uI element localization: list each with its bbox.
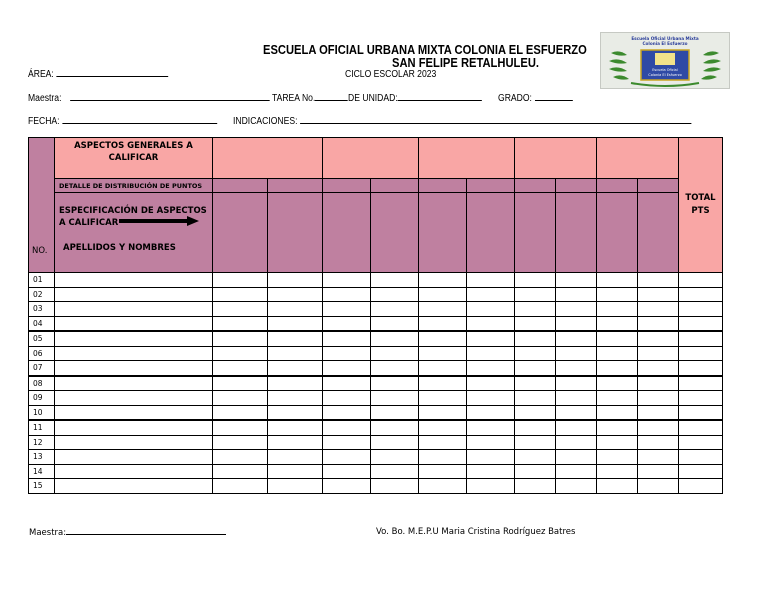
score-cell[interactable] (467, 450, 515, 465)
svg-text:Escuela Oficial Urbana Mixta: Escuela Oficial Urbana Mixta (631, 36, 699, 41)
aspect-cell-4 (515, 138, 597, 179)
row-number: 03 (29, 302, 55, 317)
score-cell[interactable] (323, 405, 371, 420)
score-cell[interactable] (467, 346, 515, 361)
aspect-cell-2 (323, 138, 419, 179)
score-cell[interactable] (638, 287, 679, 302)
spec-cell (638, 193, 679, 273)
grado-line (535, 92, 573, 101)
row-number: 13 (29, 450, 55, 465)
spec-cell (371, 193, 419, 273)
score-cell[interactable] (597, 287, 638, 302)
score-cell[interactable] (556, 405, 597, 420)
grado-field (498, 92, 573, 104)
score-cell[interactable] (467, 273, 515, 288)
score-cell[interactable] (323, 331, 371, 346)
no-header-cell (29, 138, 55, 273)
student-name-cell[interactable] (55, 391, 213, 406)
table-row (29, 405, 723, 420)
points-cell (213, 179, 268, 193)
especificacion-header: ESPECIFICACIÓN DE ASPECTOS A CALIFICAR (59, 206, 207, 228)
score-cell[interactable] (515, 420, 556, 435)
student-name-cell[interactable] (55, 273, 213, 288)
score-cell[interactable] (597, 376, 638, 391)
spec-cell (213, 193, 268, 273)
score-cell[interactable] (597, 405, 638, 420)
score-cell[interactable] (515, 346, 556, 361)
score-cell[interactable] (419, 376, 467, 391)
score-cell[interactable] (556, 479, 597, 494)
total-header: TOTAL PTS (685, 193, 716, 216)
apellidos-header: APELLIDOS Y NOMBRES (63, 243, 176, 253)
total-cell[interactable] (679, 302, 723, 317)
score-cell[interactable] (371, 479, 419, 494)
table-row (29, 316, 723, 331)
score-cell[interactable] (323, 435, 371, 450)
score-cell[interactable] (638, 302, 679, 317)
score-cell[interactable] (323, 302, 371, 317)
total-cell[interactable] (679, 435, 723, 450)
score-cell[interactable] (371, 346, 419, 361)
score-cell[interactable] (323, 376, 371, 391)
total-cell[interactable] (679, 405, 723, 420)
student-name-cell[interactable] (55, 479, 213, 494)
score-cell[interactable] (419, 420, 467, 435)
score-cell[interactable] (556, 346, 597, 361)
score-cell[interactable] (597, 420, 638, 435)
score-cell[interactable] (638, 450, 679, 465)
score-cell[interactable] (467, 302, 515, 317)
score-cell[interactable] (597, 331, 638, 346)
grading-table (28, 137, 723, 494)
score-cell[interactable] (323, 464, 371, 479)
table-row (29, 479, 723, 494)
score-cell[interactable] (638, 376, 679, 391)
score-cell[interactable] (515, 405, 556, 420)
score-cell[interactable] (556, 450, 597, 465)
score-cell[interactable] (371, 361, 419, 376)
area-field (28, 68, 168, 80)
score-cell[interactable] (515, 361, 556, 376)
total-cell[interactable] (679, 346, 723, 361)
score-cell[interactable] (419, 464, 467, 479)
student-name-cell[interactable] (55, 450, 213, 465)
score-cell[interactable] (323, 450, 371, 465)
score-cell[interactable] (638, 316, 679, 331)
student-name-cell[interactable] (55, 331, 213, 346)
maestra-field (28, 92, 270, 104)
score-cell[interactable] (268, 391, 323, 406)
total-cell[interactable] (679, 420, 723, 435)
score-cell[interactable] (597, 346, 638, 361)
maestra-line (70, 92, 270, 101)
table-row (29, 287, 723, 302)
aspect-cell-3 (419, 138, 515, 179)
score-cell[interactable] (419, 391, 467, 406)
score-cell[interactable] (467, 405, 515, 420)
total-cell[interactable] (679, 376, 723, 391)
score-cell[interactable] (467, 376, 515, 391)
spec-cell (323, 193, 371, 273)
table-row (29, 391, 723, 406)
score-cell[interactable] (556, 331, 597, 346)
total-cell[interactable] (679, 450, 723, 465)
school-location: SAN FELIPE RETALHULEU. (392, 55, 540, 70)
indicaciones-label: INDICACIONES: (233, 116, 298, 127)
score-cell[interactable] (268, 479, 323, 494)
score-cell[interactable] (268, 435, 323, 450)
score-cell[interactable] (556, 376, 597, 391)
score-cell[interactable] (213, 316, 268, 331)
fecha-field (28, 115, 217, 127)
score-cell[interactable] (371, 405, 419, 420)
student-name-cell[interactable] (55, 346, 213, 361)
total-cell[interactable] (679, 287, 723, 302)
score-cell[interactable] (268, 405, 323, 420)
score-cell[interactable] (597, 450, 638, 465)
score-cell[interactable] (638, 331, 679, 346)
score-cell[interactable] (597, 435, 638, 450)
score-cell[interactable] (638, 405, 679, 420)
total-cell[interactable] (679, 479, 723, 494)
student-name-cell[interactable] (55, 405, 213, 420)
score-cell[interactable] (371, 376, 419, 391)
score-cell[interactable] (213, 331, 268, 346)
score-cell[interactable] (268, 346, 323, 361)
score-cell[interactable] (597, 464, 638, 479)
total-cell[interactable] (679, 331, 723, 346)
row-number: 01 (29, 273, 55, 288)
unidad-line (398, 92, 482, 101)
points-cell (268, 179, 323, 193)
spec-cell (556, 193, 597, 273)
score-cell[interactable] (419, 346, 467, 361)
score-cell[interactable] (556, 287, 597, 302)
score-cell[interactable] (323, 287, 371, 302)
score-cell[interactable] (515, 435, 556, 450)
score-cell[interactable] (323, 391, 371, 406)
student-name-cell[interactable] (55, 316, 213, 331)
logo-graphic (601, 33, 729, 88)
table-row (29, 331, 723, 346)
score-cell[interactable] (371, 316, 419, 331)
unidad-label: DE UNIDAD: (348, 93, 398, 104)
student-name-cell[interactable] (55, 464, 213, 479)
score-cell[interactable] (419, 331, 467, 346)
score-cell[interactable] (597, 316, 638, 331)
score-cell[interactable] (371, 273, 419, 288)
indicaciones-field (233, 115, 691, 127)
student-name-cell[interactable] (55, 420, 213, 435)
score-cell[interactable] (638, 479, 679, 494)
score-cell[interactable] (556, 361, 597, 376)
svg-text:Escuela Oficial: Escuela Oficial (652, 68, 678, 72)
area-label: ÁREA: (28, 69, 54, 80)
spec-cell (597, 193, 638, 273)
tarea-line (315, 92, 348, 101)
table-row (29, 346, 723, 361)
score-cell[interactable] (467, 391, 515, 406)
score-cell[interactable] (467, 331, 515, 346)
detalle-header-cell (55, 179, 213, 193)
tarea-field (272, 92, 482, 104)
score-cell[interactable] (323, 273, 371, 288)
score-cell[interactable] (213, 450, 268, 465)
footer-maestra-label: Maestra: (29, 528, 67, 538)
score-cell[interactable] (268, 273, 323, 288)
svg-text:Colonia El Esfuerzo: Colonia El Esfuerzo (642, 41, 688, 46)
score-cell[interactable] (556, 420, 597, 435)
score-cell[interactable] (323, 479, 371, 494)
tarea-label: TAREA No. (272, 93, 316, 104)
fecha-label: FECHA: (28, 116, 60, 127)
score-cell[interactable] (213, 405, 268, 420)
score-cell[interactable] (556, 464, 597, 479)
score-cell[interactable] (371, 435, 419, 450)
score-cell[interactable] (556, 302, 597, 317)
score-cell[interactable] (556, 316, 597, 331)
score-cell[interactable] (638, 435, 679, 450)
total-cell[interactable] (679, 273, 723, 288)
score-cell[interactable] (268, 302, 323, 317)
table-row (29, 273, 723, 288)
spec-cell (515, 193, 556, 273)
score-cell[interactable] (268, 316, 323, 331)
score-cell[interactable] (371, 420, 419, 435)
score-cell[interactable] (213, 479, 268, 494)
row-number: 11 (29, 420, 55, 435)
school-cycle: CICLO ESCOLAR 2023 (345, 69, 437, 80)
score-cell[interactable] (213, 287, 268, 302)
score-cell[interactable] (597, 391, 638, 406)
score-cell[interactable] (597, 361, 638, 376)
score-cell[interactable] (268, 450, 323, 465)
score-cell[interactable] (556, 435, 597, 450)
score-cell[interactable] (371, 331, 419, 346)
points-cell (638, 179, 679, 193)
school-name: ESCUELA OFICIAL URBANA MIXTA COLONIA EL ESFUERZO (263, 42, 587, 57)
score-cell[interactable] (515, 287, 556, 302)
score-cell[interactable] (213, 391, 268, 406)
detalle-header: DETALLE DE DISTRIBUCIÓN DE PUNTOS (59, 181, 203, 190)
student-name-cell[interactable] (55, 302, 213, 317)
score-cell[interactable] (213, 435, 268, 450)
indicaciones-line (300, 115, 691, 124)
points-cell (323, 179, 371, 193)
score-cell[interactable] (515, 273, 556, 288)
table-row (29, 376, 723, 391)
score-cell[interactable] (371, 287, 419, 302)
row-number: 15 (29, 479, 55, 494)
arrow-right-icon (119, 216, 199, 226)
grado-label: GRADO: (498, 93, 532, 104)
score-cell[interactable] (213, 464, 268, 479)
score-cell[interactable] (467, 316, 515, 331)
score-cell[interactable] (597, 273, 638, 288)
score-cell[interactable] (268, 287, 323, 302)
score-cell[interactable] (268, 420, 323, 435)
total-cell[interactable] (679, 391, 723, 406)
score-cell[interactable] (556, 391, 597, 406)
row-number: 10 (29, 405, 55, 420)
points-cell (467, 179, 515, 193)
score-cell[interactable] (371, 302, 419, 317)
score-cell[interactable] (467, 464, 515, 479)
score-cell[interactable] (213, 361, 268, 376)
row-number: 04 (29, 316, 55, 331)
table-row (29, 435, 723, 450)
footer-maestra (29, 526, 226, 538)
score-cell[interactable] (213, 376, 268, 391)
total-cell[interactable] (679, 464, 723, 479)
student-name-cell[interactable] (55, 287, 213, 302)
row-number: 06 (29, 346, 55, 361)
footer-maestra-line (66, 526, 226, 535)
school-logo (600, 32, 730, 89)
total-cell[interactable] (679, 316, 723, 331)
score-cell[interactable] (638, 464, 679, 479)
score-cell[interactable] (213, 346, 268, 361)
table-row (29, 420, 723, 435)
score-cell[interactable] (419, 287, 467, 302)
score-cell[interactable] (638, 420, 679, 435)
score-cell[interactable] (419, 435, 467, 450)
row-number: 07 (29, 361, 55, 376)
score-cell[interactable] (515, 316, 556, 331)
student-name-cell[interactable] (55, 361, 213, 376)
row-number: 02 (29, 287, 55, 302)
score-cell[interactable] (467, 420, 515, 435)
aspect-cell-1 (213, 138, 323, 179)
score-cell[interactable] (323, 361, 371, 376)
row-number: 12 (29, 435, 55, 450)
score-cell[interactable] (419, 316, 467, 331)
score-cell[interactable] (268, 376, 323, 391)
total-header-cell (679, 138, 723, 273)
score-cell[interactable] (515, 464, 556, 479)
score-cell[interactable] (597, 479, 638, 494)
score-cell[interactable] (467, 361, 515, 376)
score-cell[interactable] (467, 479, 515, 494)
especificacion-header-cell (55, 193, 213, 273)
score-cell[interactable] (638, 361, 679, 376)
score-cell[interactable] (323, 420, 371, 435)
score-cell[interactable] (323, 316, 371, 331)
table-row (29, 302, 723, 317)
score-cell[interactable] (419, 450, 467, 465)
aspectos-generales-header: ASPECTOS GENERALES A CALIFICAR (74, 141, 193, 163)
table-row (29, 450, 723, 465)
row-number: 09 (29, 391, 55, 406)
score-cell[interactable] (638, 391, 679, 406)
aspectos-header-cell (55, 138, 213, 179)
score-cell[interactable] (268, 464, 323, 479)
area-line (56, 68, 168, 77)
score-cell[interactable] (213, 273, 268, 288)
aspect-cell-5 (597, 138, 679, 179)
score-cell[interactable] (419, 361, 467, 376)
points-cell (515, 179, 556, 193)
score-cell[interactable] (515, 450, 556, 465)
score-cell[interactable] (268, 361, 323, 376)
score-cell[interactable] (419, 273, 467, 288)
footer-vobo: Vo. Bo. M.E.P.U Maria Cristina Rodríguez Batres (376, 527, 576, 537)
student-name-cell[interactable] (55, 376, 213, 391)
score-cell[interactable] (213, 302, 268, 317)
score-cell[interactable] (268, 331, 323, 346)
score-cell[interactable] (419, 405, 467, 420)
score-cell[interactable] (323, 346, 371, 361)
score-cell[interactable] (213, 420, 268, 435)
spec-cell (268, 193, 323, 273)
score-cell[interactable] (371, 391, 419, 406)
row-number: 14 (29, 464, 55, 479)
score-cell[interactable] (597, 302, 638, 317)
score-cell[interactable] (515, 391, 556, 406)
score-cell[interactable] (515, 479, 556, 494)
score-cell[interactable] (371, 450, 419, 465)
student-name-cell[interactable] (55, 435, 213, 450)
svg-text:Colonia El Esfuerzo: Colonia El Esfuerzo (648, 73, 682, 77)
score-cell[interactable] (515, 302, 556, 317)
score-cell[interactable] (638, 273, 679, 288)
table-row (29, 361, 723, 376)
no-header: NO. (32, 246, 48, 256)
score-cell[interactable] (419, 302, 467, 317)
spec-cell (419, 193, 467, 273)
points-cell (556, 179, 597, 193)
score-cell[interactable] (467, 287, 515, 302)
table-row (29, 464, 723, 479)
row-number: 08 (29, 376, 55, 391)
score-cell[interactable] (371, 464, 419, 479)
score-cell[interactable] (515, 376, 556, 391)
maestra-label: Maestra: (28, 93, 62, 104)
score-cell[interactable] (556, 273, 597, 288)
points-cell (597, 179, 638, 193)
points-cell (419, 179, 467, 193)
total-cell[interactable] (679, 361, 723, 376)
score-cell[interactable] (638, 346, 679, 361)
points-cell (371, 179, 419, 193)
fecha-line (62, 115, 217, 124)
row-number: 05 (29, 331, 55, 346)
spec-cell (467, 193, 515, 273)
score-cell[interactable] (515, 331, 556, 346)
score-cell[interactable] (467, 435, 515, 450)
score-cell[interactable] (419, 479, 467, 494)
